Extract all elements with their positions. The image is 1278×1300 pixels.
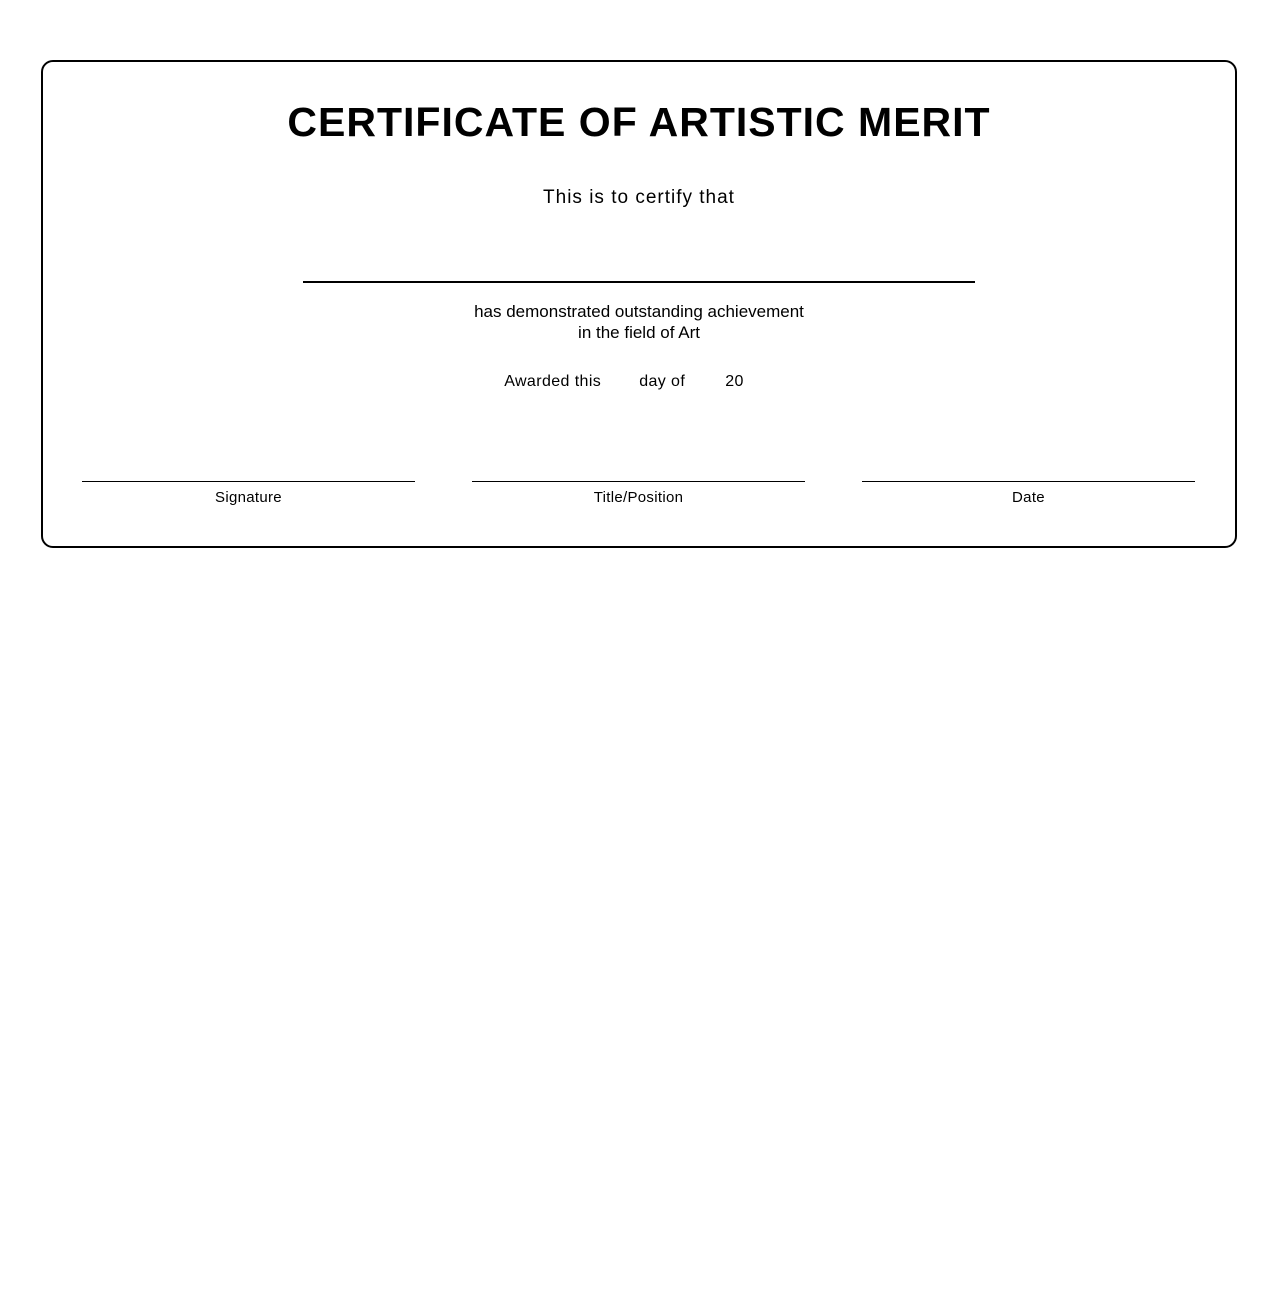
- certificate: [41, 60, 1237, 548]
- year-prefix-text: 20: [725, 373, 744, 390]
- month-blank: [685, 385, 725, 386]
- certificate-title: CERTIFICATE OF ARTISTIC MERIT: [287, 99, 991, 145]
- awarded-line: [43, 372, 1235, 391]
- title-position-block: [472, 481, 805, 506]
- recipient-name-line: [303, 281, 975, 283]
- achievement-line1: has demonstrated outstanding achievement: [474, 302, 804, 321]
- year-blank: [744, 385, 774, 386]
- day-blank: [601, 385, 639, 386]
- signature-block: [82, 481, 415, 506]
- awarded-prefix-text: Awarded this: [504, 373, 602, 390]
- achievement-text: [43, 302, 1235, 343]
- day-of-text: day of: [639, 373, 686, 390]
- title-position-label: Title/Position: [593, 489, 684, 506]
- certify-text: This is to certify that: [543, 187, 735, 208]
- achievement-line2: in the field of Art: [578, 322, 700, 342]
- signature-label: Signature: [215, 489, 282, 506]
- date-block: [862, 481, 1195, 506]
- date-label: Date: [1012, 489, 1045, 506]
- signature-row: [82, 481, 1195, 506]
